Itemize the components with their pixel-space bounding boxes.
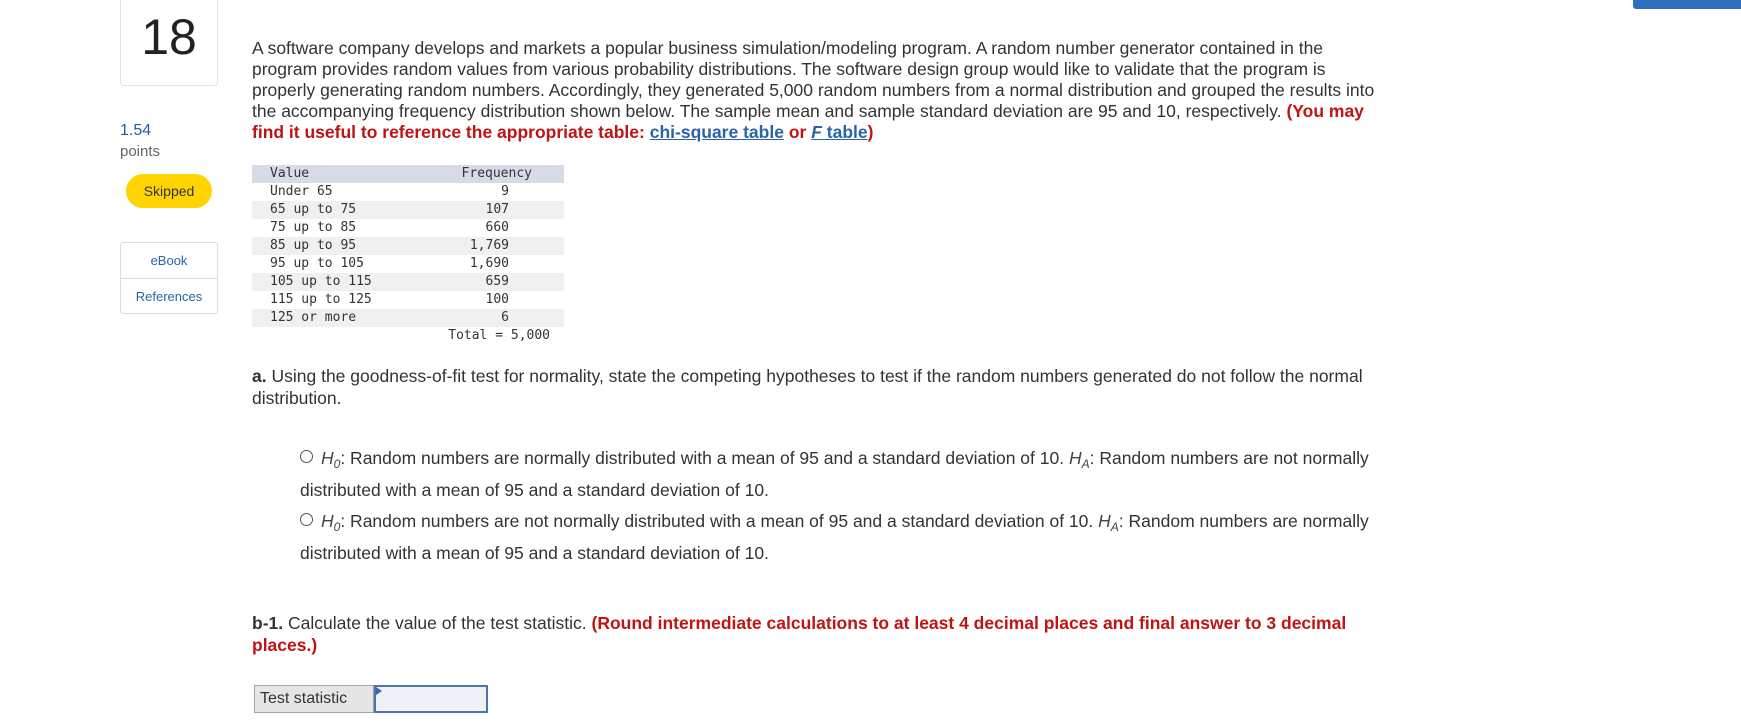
table-hint-suffix: ) bbox=[867, 122, 874, 142]
points-label: points bbox=[120, 143, 161, 160]
header-frequency: Frequency bbox=[461, 166, 532, 181]
f-table-link[interactable] bbox=[811, 122, 867, 142]
ha-subscript: A bbox=[1081, 457, 1090, 471]
table-row bbox=[252, 237, 564, 255]
row-value: 105 up to 115 bbox=[270, 274, 372, 289]
hypothesis-options bbox=[300, 445, 1390, 571]
row-value: 125 or more bbox=[270, 310, 357, 325]
row-frequency: 6 bbox=[501, 310, 509, 325]
table-row bbox=[252, 309, 564, 327]
top-accent-bar bbox=[1633, 0, 1741, 9]
table-hint-prefix: (You may find it useful to reference the appropriate table: bbox=[252, 101, 1364, 142]
part-a-label: a. bbox=[252, 366, 267, 386]
h0-subscript: 0 bbox=[333, 520, 341, 534]
h0-symbol bbox=[321, 511, 341, 534]
row-frequency: 9 bbox=[501, 184, 509, 199]
table-total: Total = 5,000 bbox=[448, 328, 550, 343]
ha-letter: H bbox=[1068, 448, 1082, 468]
chi-square-table-link[interactable]: chi-square table bbox=[649, 122, 784, 142]
h0-letter: H bbox=[321, 448, 334, 468]
intro-text: A software company develops and markets a popular business simulation/modeling program. A random number generator contained in the program provides random values from various probability distributions. The software design group would like to validate that the program is properly generating random numbers. Accordingly, they generated 5,000 random numbers from a normal distribution and grouped the results into the accompanying frequency distribution shown below. The sample mean and sample standard deviation are 95 and 10, respectively. bbox=[252, 38, 1375, 121]
test-statistic-field-wrap bbox=[374, 685, 488, 713]
option-2-ha-text: : Random numbers are normally distributed with a mean of 95 and a standard deviation of 10. bbox=[300, 511, 1369, 563]
h0-letter: H bbox=[321, 511, 334, 531]
option-2-h0-text: : Random numbers are not normally distributed with a mean of 95 and a standard deviation of 10. bbox=[340, 511, 1094, 531]
row-frequency: 659 bbox=[485, 274, 509, 289]
table-row bbox=[252, 219, 564, 237]
ha-symbol bbox=[1098, 511, 1119, 534]
part-b1-label: b-1. bbox=[252, 613, 284, 633]
ha-subscript: A bbox=[1110, 520, 1119, 534]
test-statistic-input[interactable] bbox=[374, 685, 488, 713]
part-a-prompt bbox=[252, 365, 1382, 409]
test-statistic-label: Test statistic bbox=[254, 685, 374, 713]
option-1-ha-text: : Random numbers are not normally distributed with a mean of 95 and a standard deviation of 10. bbox=[300, 448, 1369, 500]
row-value: Under 65 bbox=[270, 184, 333, 199]
table-row bbox=[252, 201, 564, 219]
ha-letter: H bbox=[1098, 511, 1111, 531]
radio-option-2[interactable] bbox=[300, 513, 313, 526]
f-table-link-letter: F bbox=[811, 122, 822, 142]
test-statistic-row bbox=[254, 685, 488, 713]
row-value: 95 up to 105 bbox=[270, 256, 364, 271]
row-frequency: 100 bbox=[485, 292, 509, 307]
part-b1-instruction: (Round intermediate calculations to at least 4 decimal places and final answer to 3 decimal places.) bbox=[252, 613, 1347, 655]
f-table-link-rest: table bbox=[826, 122, 868, 142]
hypothesis-option-2[interactable] bbox=[300, 508, 1390, 566]
h0-symbol bbox=[321, 448, 341, 471]
table-row bbox=[252, 183, 564, 201]
row-value: 65 up to 75 bbox=[270, 202, 357, 217]
points-value: 1.54 bbox=[120, 122, 152, 139]
hypothesis-option-1[interactable] bbox=[300, 445, 1390, 503]
option-1-h0-text: : Random numbers are normally distributed with a mean of 95 and a standard deviation of 10. bbox=[340, 448, 1065, 468]
ha-symbol bbox=[1068, 448, 1090, 471]
row-value: 115 up to 125 bbox=[270, 292, 372, 307]
part-b1-text: Calculate the value of the test statistic. bbox=[288, 613, 587, 633]
table-row bbox=[252, 273, 564, 291]
part-b1-prompt bbox=[252, 612, 1382, 656]
radio-option-1[interactable] bbox=[300, 450, 313, 463]
intro-paragraph bbox=[252, 38, 1382, 143]
frequency-table bbox=[252, 165, 564, 345]
question-number-box bbox=[120, 0, 218, 86]
table-row bbox=[252, 255, 564, 273]
resource-links bbox=[120, 242, 218, 314]
h0-subscript: 0 bbox=[333, 457, 341, 471]
question-stem bbox=[252, 38, 1382, 143]
table-header-row bbox=[252, 165, 564, 183]
row-frequency: 107 bbox=[485, 202, 509, 217]
question-number: 18 bbox=[141, 8, 197, 65]
row-frequency: 1,690 bbox=[469, 256, 509, 271]
references-link[interactable]: References bbox=[121, 278, 217, 314]
table-hint-or: or bbox=[788, 122, 807, 142]
table-row bbox=[252, 291, 564, 309]
row-frequency: 660 bbox=[485, 220, 509, 235]
row-value: 75 up to 85 bbox=[270, 220, 357, 235]
row-frequency: 1,769 bbox=[469, 238, 509, 253]
row-value: 85 up to 95 bbox=[270, 238, 357, 253]
ebook-link[interactable]: eBook bbox=[150, 253, 188, 268]
status-badge: Skipped bbox=[126, 174, 212, 208]
header-value: Value bbox=[270, 166, 310, 181]
part-a-text: Using the goodness-of-fit test for normality, state the competing hypotheses to test if the random numbers generated do not follow the normal distribution. bbox=[252, 366, 1363, 408]
